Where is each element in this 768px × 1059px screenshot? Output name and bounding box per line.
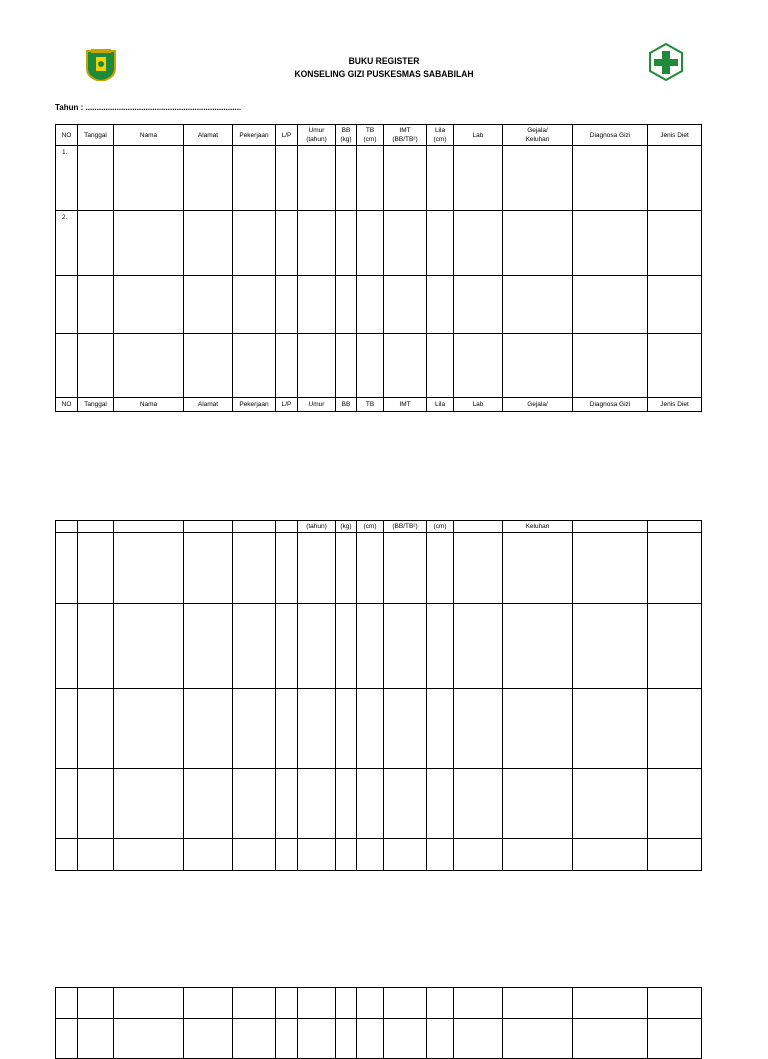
entry-cell[interactable]	[276, 334, 298, 398]
column-header: Tanggal	[84, 131, 107, 139]
entry-cell[interactable]	[427, 211, 454, 276]
entry-cell[interactable]	[503, 988, 573, 1019]
header-row	[56, 398, 702, 412]
column-header: Diagnosa Gizi	[589, 131, 631, 139]
column-header: BB	[341, 127, 351, 134]
column-header-unit: (tahun)	[306, 136, 327, 143]
header-row	[56, 125, 702, 146]
entry-cell[interactable]	[336, 689, 357, 769]
header-cell	[276, 125, 298, 146]
entry-cell[interactable]	[648, 604, 702, 689]
entry-cell[interactable]	[648, 689, 702, 769]
entry-cell[interactable]	[454, 533, 503, 604]
entry-cell[interactable]	[648, 988, 702, 1019]
entry-cell[interactable]	[357, 211, 384, 276]
entry-cell[interactable]	[503, 533, 573, 604]
entry-cell[interactable]	[573, 533, 648, 604]
entry-cell[interactable]	[357, 533, 384, 604]
header-cell	[184, 398, 233, 412]
header-cell	[56, 521, 78, 533]
table-row	[56, 211, 702, 276]
header-cell	[648, 125, 702, 146]
entry-cell[interactable]	[454, 769, 503, 839]
entry-cell[interactable]	[454, 988, 503, 1019]
entry-cell[interactable]	[427, 839, 454, 871]
column-header: Tanggal	[84, 401, 107, 408]
entry-cell[interactable]	[384, 211, 427, 276]
entry-cell[interactable]	[573, 769, 648, 839]
column-header: Umur	[308, 127, 325, 134]
entry-cell[interactable]	[357, 604, 384, 689]
entry-cell[interactable]	[184, 839, 233, 871]
entry-cell[interactable]	[357, 689, 384, 769]
entry-cell[interactable]	[336, 533, 357, 604]
entry-cell[interactable]	[114, 146, 184, 211]
entry-cell[interactable]	[427, 533, 454, 604]
entry-cell[interactable]	[276, 276, 298, 334]
entry-cell[interactable]	[454, 334, 503, 398]
header-cell	[114, 398, 184, 412]
entry-cell[interactable]	[56, 689, 78, 769]
header-cell	[276, 521, 298, 533]
entry-cell[interactable]	[357, 839, 384, 871]
entry-cell[interactable]	[648, 211, 702, 276]
entry-cell[interactable]	[573, 604, 648, 689]
column-header: Lab	[472, 131, 484, 139]
column-header-unit: (BB/TB²)	[392, 136, 418, 143]
entry-cell[interactable]	[114, 689, 184, 769]
row-number: 1.	[62, 149, 68, 156]
header-row	[56, 521, 702, 533]
header-cell	[648, 521, 702, 533]
header-cell	[454, 521, 503, 533]
column-header-unit: Keluhan	[525, 136, 550, 143]
header-cell	[336, 521, 357, 533]
header-cell	[573, 125, 648, 146]
entry-cell[interactable]	[384, 334, 427, 398]
header-cell	[184, 521, 233, 533]
entry-cell[interactable]	[184, 1019, 233, 1059]
entry-cell[interactable]	[114, 988, 184, 1019]
entry-cell[interactable]	[276, 604, 298, 689]
column-header: NO	[61, 131, 72, 139]
column-header: L/P	[281, 131, 292, 139]
column-header: TB	[365, 127, 375, 134]
entry-cell[interactable]	[276, 1019, 298, 1059]
header-cell	[336, 125, 357, 146]
entry-cell[interactable]	[357, 146, 384, 211]
entry-cell[interactable]	[573, 334, 648, 398]
header-cell	[78, 521, 114, 533]
column-header: Nama	[139, 401, 158, 408]
entry-cell[interactable]	[298, 334, 336, 398]
entry-cell[interactable]	[78, 334, 114, 398]
entry-cell[interactable]	[233, 604, 276, 689]
entry-cell[interactable]	[78, 533, 114, 604]
entry-cell[interactable]	[573, 988, 648, 1019]
header-cell	[233, 398, 276, 412]
entry-cell[interactable]	[298, 769, 336, 839]
entry-cell[interactable]	[276, 146, 298, 211]
header-cell	[357, 521, 384, 533]
entry-cell[interactable]	[427, 1019, 454, 1059]
entry-cell[interactable]	[503, 211, 573, 276]
entry-cell[interactable]	[56, 533, 78, 604]
entry-cell[interactable]	[427, 689, 454, 769]
entry-cell[interactable]	[648, 146, 702, 211]
entry-cell[interactable]	[427, 334, 454, 398]
entry-cell[interactable]	[648, 769, 702, 839]
entry-cell[interactable]	[336, 146, 357, 211]
header-cell	[503, 125, 573, 146]
entry-cell[interactable]	[454, 276, 503, 334]
header-cell	[184, 125, 233, 146]
entry-cell[interactable]	[56, 334, 78, 398]
table-row	[56, 988, 702, 1019]
header-cell	[357, 398, 384, 412]
entry-cell[interactable]	[298, 604, 336, 689]
row-number-cell[interactable]	[56, 146, 78, 211]
column-header: Pekerjaan	[239, 401, 269, 408]
entry-cell[interactable]	[184, 211, 233, 276]
entry-cell[interactable]	[427, 988, 454, 1019]
header-cell	[573, 521, 648, 533]
year-field: Tahun : ......................................................................	[55, 103, 242, 112]
entry-cell[interactable]	[503, 689, 573, 769]
entry-cell[interactable]	[298, 211, 336, 276]
entry-cell[interactable]	[298, 988, 336, 1019]
column-header: Umur	[308, 401, 325, 408]
table-row	[56, 604, 702, 689]
header-cell	[78, 125, 114, 146]
entry-cell[interactable]	[233, 988, 276, 1019]
entry-cell[interactable]	[78, 1019, 114, 1059]
entry-cell[interactable]	[573, 839, 648, 871]
header-cell	[114, 125, 184, 146]
entry-cell[interactable]	[427, 769, 454, 839]
entry-cell[interactable]	[384, 1019, 427, 1059]
entry-cell[interactable]	[336, 1019, 357, 1059]
register-table-page-1	[55, 124, 702, 412]
header-cell	[336, 398, 357, 412]
entry-cell[interactable]	[233, 839, 276, 871]
entry-cell[interactable]	[427, 146, 454, 211]
header-cell	[357, 125, 384, 146]
entry-cell[interactable]	[184, 146, 233, 211]
table-row	[56, 689, 702, 769]
entry-cell[interactable]	[78, 988, 114, 1019]
entry-cell[interactable]	[503, 604, 573, 689]
entry-cell[interactable]	[384, 146, 427, 211]
column-header-unit: (cm)	[363, 523, 377, 530]
entry-cell[interactable]	[78, 146, 114, 211]
entry-cell[interactable]	[56, 988, 78, 1019]
entry-cell[interactable]	[336, 211, 357, 276]
header-cell	[427, 125, 454, 146]
column-header: Diagnosa Gizi	[589, 401, 631, 408]
entry-cell[interactable]	[276, 839, 298, 871]
column-header-unit: (kg)	[340, 136, 352, 143]
entry-cell[interactable]	[114, 334, 184, 398]
entry-cell[interactable]	[427, 276, 454, 334]
header-cell	[56, 398, 78, 412]
entry-cell[interactable]	[78, 211, 114, 276]
entry-cell[interactable]	[454, 604, 503, 689]
column-header: Lila	[434, 401, 446, 408]
entry-cell[interactable]	[233, 769, 276, 839]
entry-cell[interactable]	[114, 839, 184, 871]
entry-cell[interactable]	[276, 689, 298, 769]
column-header: Lila	[434, 127, 446, 134]
column-header: BB	[341, 401, 351, 408]
column-header-unit: Keluhan	[525, 523, 550, 530]
entry-cell[interactable]	[336, 839, 357, 871]
entry-cell[interactable]	[384, 276, 427, 334]
entry-cell[interactable]	[573, 146, 648, 211]
header-cell	[384, 398, 427, 412]
entry-cell[interactable]	[454, 1019, 503, 1059]
entry-cell[interactable]	[503, 334, 573, 398]
entry-cell[interactable]	[184, 276, 233, 334]
entry-cell[interactable]	[114, 533, 184, 604]
column-header: Gejala/	[527, 401, 548, 408]
entry-cell[interactable]	[184, 769, 233, 839]
entry-cell[interactable]	[276, 533, 298, 604]
register-table-page-3	[55, 987, 702, 1059]
header-cell	[114, 521, 184, 533]
entry-cell[interactable]	[184, 334, 233, 398]
header-cell	[56, 125, 78, 146]
entry-cell[interactable]	[114, 276, 184, 334]
entry-cell[interactable]	[56, 276, 78, 334]
header-cell	[298, 398, 336, 412]
entry-cell[interactable]	[357, 988, 384, 1019]
entry-cell[interactable]	[573, 689, 648, 769]
row-number-cell[interactable]	[56, 211, 78, 276]
header-cell	[573, 398, 648, 412]
entry-cell[interactable]	[184, 689, 233, 769]
entry-cell[interactable]	[184, 533, 233, 604]
entry-cell[interactable]	[78, 769, 114, 839]
entry-cell[interactable]	[384, 604, 427, 689]
entry-cell[interactable]	[454, 211, 503, 276]
entry-cell[interactable]	[648, 334, 702, 398]
entry-cell[interactable]	[298, 533, 336, 604]
row-number: 2.	[62, 214, 68, 221]
entry-cell[interactable]	[503, 1019, 573, 1059]
entry-cell[interactable]	[336, 276, 357, 334]
column-header-unit: (BB/TB²)	[392, 523, 418, 530]
entry-cell[interactable]	[114, 769, 184, 839]
document-subtitle: KONSELING GIZI PUSKESMAS SABABILAH	[294, 69, 474, 80]
entry-cell[interactable]	[336, 988, 357, 1019]
entry-cell[interactable]	[276, 988, 298, 1019]
column-header: IMT	[399, 401, 411, 408]
column-header-unit: (tahun)	[306, 523, 327, 530]
table-row	[56, 769, 702, 839]
entry-cell[interactable]	[648, 1019, 702, 1059]
table-row	[56, 533, 702, 604]
header-cell	[503, 521, 573, 533]
column-header: Pekerjaan	[239, 131, 269, 139]
entry-cell[interactable]	[298, 689, 336, 769]
header-cell	[276, 398, 298, 412]
register-table-page-2	[55, 520, 702, 871]
entry-cell[interactable]	[384, 839, 427, 871]
header-cell	[78, 398, 114, 412]
entry-cell[interactable]	[357, 334, 384, 398]
entry-cell[interactable]	[233, 1019, 276, 1059]
column-header: Alamat	[197, 401, 219, 408]
entry-cell[interactable]	[648, 533, 702, 604]
entry-cell[interactable]	[336, 769, 357, 839]
entry-cell[interactable]	[384, 689, 427, 769]
entry-cell[interactable]	[454, 689, 503, 769]
column-header-unit: (cm)	[433, 136, 447, 143]
entry-cell[interactable]	[56, 604, 78, 689]
entry-cell[interactable]	[78, 839, 114, 871]
column-header-unit: (cm)	[363, 136, 377, 143]
entry-cell[interactable]	[298, 1019, 336, 1059]
entry-cell[interactable]	[648, 839, 702, 871]
entry-cell[interactable]	[78, 689, 114, 769]
entry-cell[interactable]	[427, 604, 454, 689]
entry-cell[interactable]	[298, 839, 336, 871]
entry-cell[interactable]	[184, 988, 233, 1019]
header-cell	[503, 398, 573, 412]
entry-cell[interactable]	[503, 769, 573, 839]
entry-cell[interactable]	[276, 769, 298, 839]
entry-cell[interactable]	[454, 146, 503, 211]
entry-cell[interactable]	[78, 276, 114, 334]
table-row	[56, 839, 702, 871]
header-cell	[648, 398, 702, 412]
entry-cell[interactable]	[56, 769, 78, 839]
entry-cell[interactable]	[357, 276, 384, 334]
column-header: IMT	[399, 127, 411, 134]
entry-cell[interactable]	[114, 211, 184, 276]
column-header: Nama	[139, 131, 158, 139]
entry-cell[interactable]	[454, 839, 503, 871]
column-header: Jenis Diet	[660, 131, 689, 139]
header-cell	[298, 125, 336, 146]
entry-cell[interactable]	[114, 1019, 184, 1059]
header-cell	[427, 521, 454, 533]
table-row	[56, 146, 702, 211]
entry-cell[interactable]	[233, 146, 276, 211]
document-title: BUKU REGISTER	[348, 56, 420, 67]
column-header: Alamat	[197, 131, 219, 139]
header-cell	[233, 125, 276, 146]
entry-cell[interactable]	[503, 146, 573, 211]
column-header: Lab	[472, 401, 484, 408]
column-header-unit: (cm)	[433, 523, 447, 530]
entry-cell[interactable]	[298, 276, 336, 334]
entry-cell[interactable]	[336, 604, 357, 689]
table-row	[56, 1019, 702, 1059]
column-header: Gejala/	[527, 127, 548, 134]
entry-cell[interactable]	[298, 146, 336, 211]
column-header: L/P	[281, 401, 292, 408]
entry-cell[interactable]	[276, 211, 298, 276]
entry-cell[interactable]	[384, 769, 427, 839]
table-row	[56, 276, 702, 334]
entry-cell[interactable]	[573, 211, 648, 276]
header-cell	[427, 398, 454, 412]
entry-cell[interactable]	[573, 1019, 648, 1059]
column-header: NO	[61, 401, 72, 408]
entry-cell[interactable]	[184, 604, 233, 689]
entry-cell[interactable]	[233, 276, 276, 334]
entry-cell[interactable]	[648, 276, 702, 334]
entry-cell[interactable]	[384, 988, 427, 1019]
entry-cell[interactable]	[384, 533, 427, 604]
entry-cell[interactable]	[336, 334, 357, 398]
column-header-unit: (kg)	[340, 523, 352, 530]
entry-cell[interactable]	[114, 604, 184, 689]
entry-cell[interactable]	[233, 211, 276, 276]
table-row	[56, 334, 702, 398]
column-header: Jenis Diet	[660, 401, 689, 408]
entry-cell[interactable]	[233, 689, 276, 769]
entry-cell[interactable]	[357, 1019, 384, 1059]
column-header: TB	[365, 401, 375, 408]
header-cell	[384, 125, 427, 146]
entry-cell[interactable]	[357, 769, 384, 839]
entry-cell[interactable]	[503, 276, 573, 334]
entry-cell[interactable]	[233, 334, 276, 398]
header-cell	[454, 398, 503, 412]
entry-cell[interactable]	[56, 1019, 78, 1059]
entry-cell[interactable]	[503, 839, 573, 871]
header-cell	[233, 521, 276, 533]
header-cell	[384, 521, 427, 533]
entry-cell[interactable]	[56, 839, 78, 871]
header-cell	[454, 125, 503, 146]
header-cell	[298, 521, 336, 533]
entry-cell[interactable]	[573, 276, 648, 334]
entry-cell[interactable]	[78, 604, 114, 689]
entry-cell[interactable]	[233, 533, 276, 604]
